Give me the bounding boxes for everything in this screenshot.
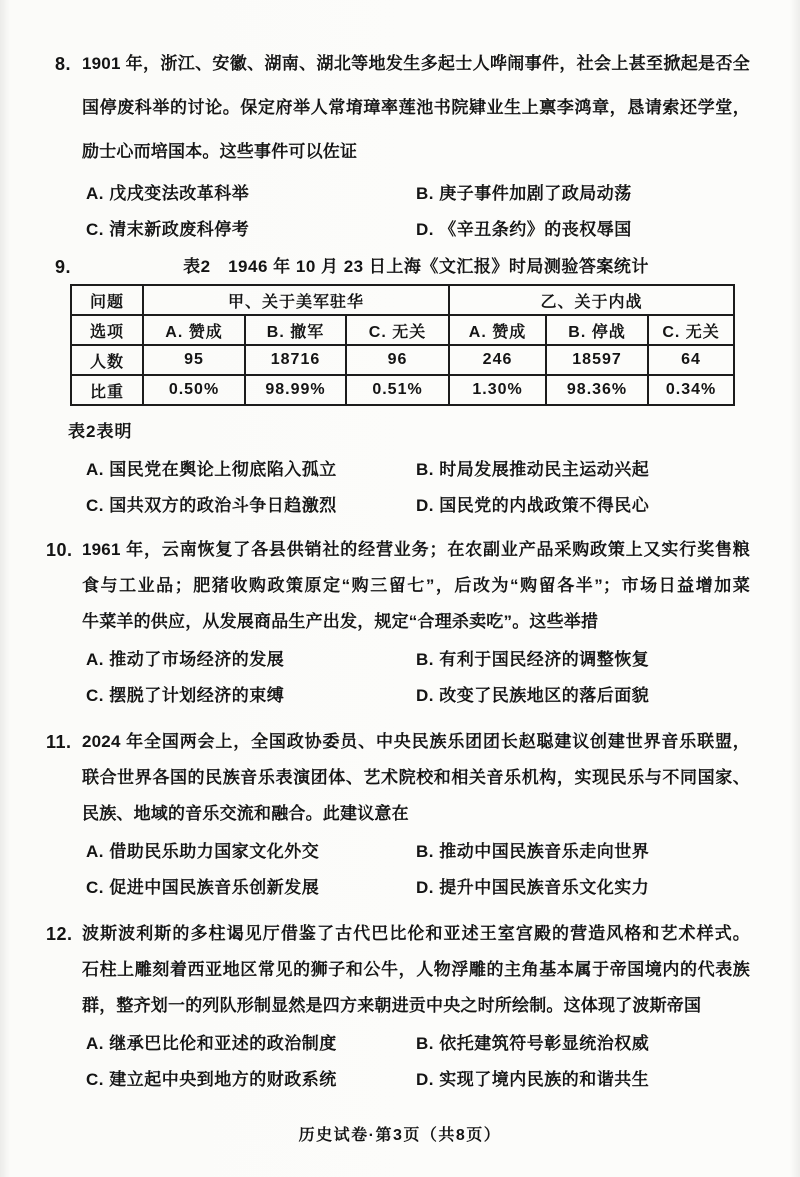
stem-line: 群，整齐划一的列队形制显然是四方来朝进贡中央之时所绘制。这体现了波斯帝国	[82, 996, 702, 1015]
question-number: 11.	[46, 732, 72, 752]
option-b: B. 有利于国民经济的调整恢复	[416, 650, 650, 669]
table-cell: B. 撤军	[245, 315, 346, 345]
table-row	[71, 315, 734, 345]
question-number: 10.	[46, 540, 73, 560]
table-cell: 64	[648, 345, 734, 375]
option-d: D. 提升中国民族音乐文化实力	[416, 878, 650, 897]
question-8	[0, 42, 800, 248]
survey-table	[70, 284, 735, 406]
stem-line: 联合世界各国的民族音乐表演团体、艺术院校和相关音乐机构，实现民乐与不同国家、	[82, 768, 750, 787]
options-grid	[86, 1026, 750, 1098]
option-b: B. 庚子事件加剧了政局动荡	[416, 184, 632, 203]
option-c: C. 清末新政废科停考	[86, 220, 250, 239]
table-header-cell: 甲、关于美军驻华	[143, 285, 449, 315]
questions-list	[0, 42, 800, 1098]
table-row	[71, 375, 734, 405]
table-cell: 0.51%	[346, 375, 449, 405]
table-note: 表2表明	[68, 422, 133, 441]
table-title: 表2 1946 年 10 月 23 日上海《文汇报》时局测验答案统计	[183, 257, 649, 276]
stem-line: 波斯波利斯的多柱谒见厅借鉴了古代巴比伦和亚述王室宫殿的营造风格和艺术样式。	[82, 924, 750, 943]
table-row	[71, 285, 734, 315]
table-cell: 95	[143, 345, 245, 375]
page-footer: 历史试卷·第3页（共8页）	[298, 1127, 502, 1144]
stem-line: 励士心而培国本。这些事件可以佐证	[82, 142, 358, 161]
table-row	[71, 345, 734, 375]
table-cell: 98.99%	[245, 375, 346, 405]
table-cell: 0.50%	[143, 375, 245, 405]
option-b: B. 依托建筑符号彰显统治权威	[416, 1034, 650, 1053]
stem-line: 1961 年，云南恢复了各县供销社的经营业务；在农副业产品采购政策上又实行奖售粮	[82, 540, 750, 559]
option-c: C. 促进中国民族音乐创新发展	[86, 878, 320, 897]
table-cell: 98.36%	[546, 375, 648, 405]
options-grid	[86, 452, 750, 524]
option-a: A. 推动了市场经济的发展	[86, 650, 285, 669]
option-a: A. 继承巴比伦和亚述的政治制度	[86, 1034, 337, 1053]
options-grid	[86, 642, 750, 714]
table-cell: B. 停战	[546, 315, 648, 345]
option-b: B. 时局发展推动民主运动兴起	[416, 460, 650, 479]
options-grid	[86, 176, 750, 248]
stem-line: 民族、地域的音乐交流和融合。此建议意在	[82, 804, 409, 823]
table-cell: A. 赞成	[143, 315, 245, 345]
table-header-cell: 问题	[71, 285, 143, 315]
option-d: D. 国民党的内战政策不得民心	[416, 496, 650, 515]
table-cell: 18597	[546, 345, 648, 375]
question-number: 12.	[46, 924, 73, 944]
table-cell: C. 无关	[346, 315, 449, 345]
table-header-cell: 人数	[71, 345, 143, 375]
table-header-cell: 乙、关于内战	[449, 285, 734, 315]
table-cell: 246	[449, 345, 546, 375]
question-number: 9.	[55, 257, 72, 277]
stem-line: 2024 年全国两会上，全国政协委员、中央民族乐团团长赵聪建议创建世界音乐联盟，	[82, 732, 750, 751]
option-c: C. 国共双方的政治斗争日趋激烈	[86, 496, 337, 515]
question-10	[0, 532, 800, 714]
option-b: B. 推动中国民族音乐走向世界	[416, 842, 650, 861]
table-cell: 1.30%	[449, 375, 546, 405]
option-c: C. 摆脱了计划经济的束缚	[86, 686, 285, 705]
table-cell: 0.34%	[648, 375, 734, 405]
question-stem	[82, 916, 750, 1024]
question-stem	[82, 532, 750, 640]
question-stem	[82, 724, 750, 832]
question-12	[0, 916, 800, 1098]
stem-line: 牛菜羊的供应，从发展商品生产出发，规定“合理杀卖吃”。这些举措	[82, 612, 599, 631]
table-header-cell: 选项	[71, 315, 143, 345]
question-number: 8.	[55, 54, 72, 74]
option-d: D. 实现了境内民族的和谐共生	[416, 1070, 650, 1089]
option-a: A. 国民党在舆论上彻底陷入孤立	[86, 460, 337, 479]
question-11	[0, 724, 800, 906]
option-d: D. 《辛丑条约》的丧权辱国	[416, 220, 632, 239]
table-cell: 18716	[245, 345, 346, 375]
options-grid	[86, 834, 750, 906]
stem-line: 食与工业品；肥猪收购政策原定“购三留七”，后改为“购留各半”；市场日益增加菜	[82, 576, 750, 595]
option-a: A. 借助民乐助力国家文化外交	[86, 842, 320, 861]
stem-line: 石柱上雕刻着西亚地区常见的狮子和公牛，人物浮雕的主角基本属于帝国境内的代表族	[82, 960, 750, 979]
question-stem	[82, 42, 750, 174]
stem-line: 1901 年，浙江、安徽、湖南、湖北等地发生多起士人哗闹事件，社会上甚至掀起是否全	[82, 54, 750, 73]
table-header-cell: 比重	[71, 375, 143, 405]
question-9	[0, 252, 800, 524]
option-d: D. 改变了民族地区的落后面貌	[416, 686, 650, 705]
option-a: A. 戊戌变法改革科举	[86, 184, 250, 203]
table-cell: 96	[346, 345, 449, 375]
stem-line: 国停废科举的讨论。保定府举人常堉璋率莲池书院肄业生上禀李鸿章，恳请索还学堂，	[82, 98, 750, 117]
table-cell: C. 无关	[648, 315, 734, 345]
table-cell: A. 赞成	[449, 315, 546, 345]
option-c: C. 建立起中央到地方的财政系统	[86, 1070, 337, 1089]
